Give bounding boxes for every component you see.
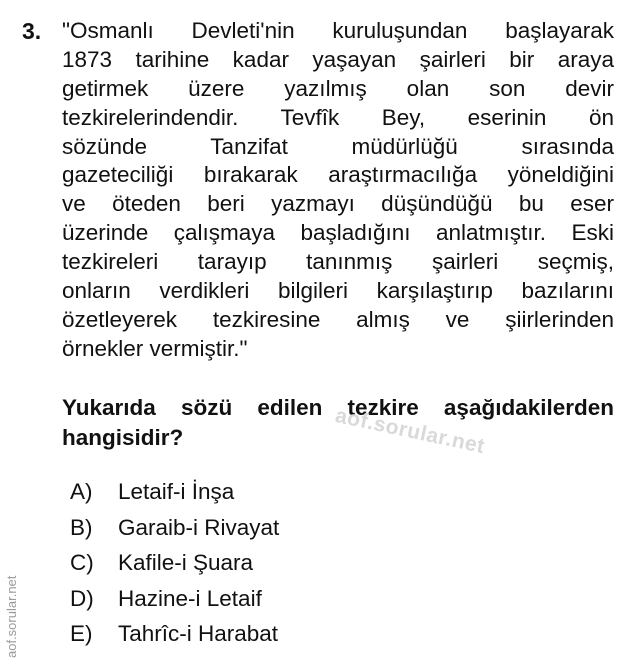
- option-text: Kafile-i Şuara: [118, 550, 254, 576]
- passage-line: "Osmanlı Devleti'nin kuruluşundan başlayarak: [62, 18, 614, 43]
- passage-line: ve öteden beri yazmayı düşündüğü bu eser: [62, 191, 614, 217]
- stem-line: hangisidir?: [62, 425, 184, 450]
- passage-line: gazeteciliği bırakarak araştırmacılığa yöneldiğini: [62, 162, 614, 188]
- option-text: Letaif-i İnşa: [118, 479, 235, 504]
- option-a[interactable]: [70, 474, 279, 510]
- passage-line: üzerinde çalışmaya başladığını anlatmıştır. Eski: [62, 220, 614, 246]
- passage-line: onların verdikleri bilgileri karşılaştırıp bazılarını: [62, 278, 614, 304]
- option-letter: A): [70, 479, 93, 504]
- passage-line: özetleyerek tezkiresine almış ve şiirlerinden: [62, 306, 614, 332]
- option-b[interactable]: [70, 510, 279, 546]
- question-number: 3.: [22, 18, 42, 44]
- passage-line: 1873 tarihine kadar yaşayan şairleri bir araya: [62, 46, 614, 72]
- passage-line: tezkirelerindendir. Tevfîk Bey, eserinin ön: [62, 104, 614, 130]
- option-d[interactable]: [70, 581, 279, 617]
- option-e[interactable]: [70, 616, 279, 652]
- passage-line: sözünde Tanzifat müdürlüğü sırasında: [62, 133, 614, 159]
- option-text: Hazine-i Letaif: [118, 585, 262, 611]
- passage-line: getirmek üzere yazılmış olan son devir: [62, 75, 614, 101]
- option-text: Garaib-i Rivayat: [118, 514, 280, 540]
- option-letter: B): [70, 514, 93, 540]
- passage-line: örnekler vermiştir.": [62, 335, 248, 361]
- answer-options: [70, 474, 279, 652]
- option-letter: D): [70, 585, 94, 611]
- stem-line: Yukarıda sözü edilen tezkire aşağıdakilerden: [62, 395, 614, 420]
- option-letter: E): [70, 621, 93, 647]
- question-passage: [62, 17, 614, 364]
- passage-line: tezkireleri tarayıp tanınmış şairleri seçmiş,: [62, 249, 614, 275]
- watermark-center: aof.sorular.net: [333, 404, 487, 459]
- option-text: Tahrîc-i Harabat: [118, 621, 279, 647]
- option-letter: C): [70, 550, 94, 576]
- option-c[interactable]: [70, 545, 279, 581]
- watermark-side: aof.sorular.net: [4, 575, 19, 658]
